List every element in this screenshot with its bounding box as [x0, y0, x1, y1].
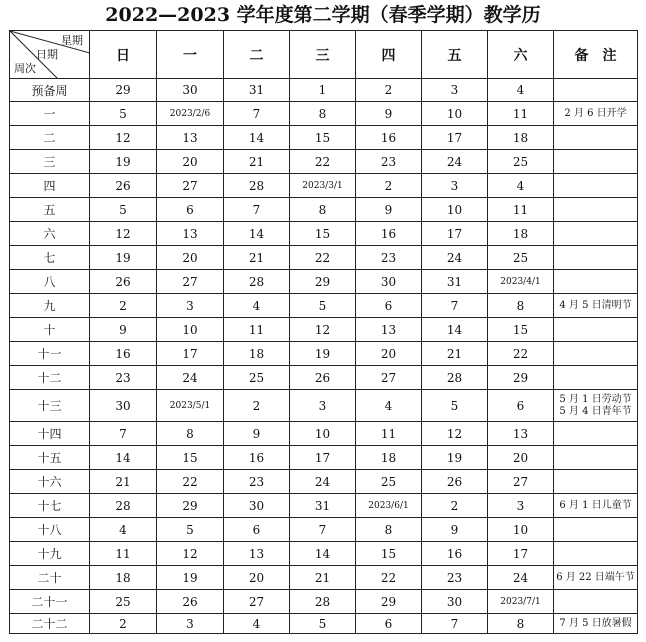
- header-friday: 五: [422, 31, 488, 79]
- table-row: [10, 198, 638, 222]
- date-cell: 15: [356, 542, 422, 566]
- date-cell: 28: [422, 366, 488, 390]
- note-cell: [554, 102, 638, 126]
- note-cell: [554, 198, 638, 222]
- note-cell: [554, 470, 638, 494]
- date-cell: 26: [290, 366, 356, 390]
- date-cell: 23: [356, 150, 422, 174]
- note-cell: [554, 590, 638, 614]
- date-cell: 28: [90, 494, 157, 518]
- week-cell: 十: [10, 318, 90, 342]
- date-cell: 7: [422, 294, 488, 318]
- date-cell: 4: [90, 518, 157, 542]
- week-cell: 九: [10, 294, 90, 318]
- week-cell: 二十: [10, 566, 90, 590]
- date-cell: 15: [488, 318, 554, 342]
- note-text: 4 月 5 日清明节: [559, 299, 632, 311]
- date-cell: 19: [90, 150, 157, 174]
- date-cell: 17: [422, 222, 488, 246]
- week-cell: 三: [10, 150, 90, 174]
- date-cell: 2023/2/6: [157, 102, 224, 126]
- note-text: 5 月 4 日青年节: [559, 405, 632, 417]
- date-cell: 22: [290, 246, 356, 270]
- date-cell: 27: [157, 174, 224, 198]
- table-row: [10, 470, 638, 494]
- date-cell: 29: [157, 494, 224, 518]
- date-cell: 25: [488, 246, 554, 270]
- date-cell: 2: [90, 614, 157, 634]
- date-cell: 12: [422, 422, 488, 446]
- date-cell: 6: [224, 518, 290, 542]
- date-cell: 23: [224, 470, 290, 494]
- date-cell: 18: [224, 342, 290, 366]
- date-cell: 21: [90, 470, 157, 494]
- date-cell: 8: [488, 294, 554, 318]
- date-cell: 26: [90, 174, 157, 198]
- table-row: [10, 174, 638, 198]
- note-cell: [554, 422, 638, 446]
- note-cell: [554, 390, 638, 422]
- table-row: [10, 566, 638, 590]
- date-cell: 16: [90, 342, 157, 366]
- note-text: 7 月 5 日放暑假: [559, 617, 632, 629]
- date-cell: 7: [224, 102, 290, 126]
- calendar-body: [10, 79, 638, 634]
- date-cell: 29: [356, 590, 422, 614]
- note-cell: [554, 318, 638, 342]
- date-cell: 7: [90, 422, 157, 446]
- date-cell: 28: [224, 174, 290, 198]
- date-cell: 6: [157, 198, 224, 222]
- date-cell: 24: [157, 366, 224, 390]
- date-cell: 31: [422, 270, 488, 294]
- date-cell: 26: [90, 270, 157, 294]
- date-cell: 27: [356, 366, 422, 390]
- date-cell: 26: [422, 470, 488, 494]
- date-cell: 17: [488, 542, 554, 566]
- date-cell: 2: [356, 79, 422, 102]
- week-cell: 二十一: [10, 590, 90, 614]
- date-cell: 23: [422, 566, 488, 590]
- date-cell: 10: [157, 318, 224, 342]
- header-wednesday: 三: [290, 31, 356, 79]
- date-cell: 18: [90, 566, 157, 590]
- date-cell: 7: [224, 198, 290, 222]
- date-cell: 14: [290, 542, 356, 566]
- week-cell: 五: [10, 198, 90, 222]
- date-cell: 16: [356, 222, 422, 246]
- date-cell: 20: [224, 566, 290, 590]
- date-cell: 22: [290, 150, 356, 174]
- date-cell: 26: [157, 590, 224, 614]
- date-cell: 9: [422, 518, 488, 542]
- note-cell: [554, 342, 638, 366]
- date-cell: 11: [488, 198, 554, 222]
- header-row: [10, 31, 638, 79]
- date-cell: 19: [422, 446, 488, 470]
- date-cell: 22: [488, 342, 554, 366]
- date-cell: 10: [422, 102, 488, 126]
- date-cell: 27: [157, 270, 224, 294]
- date-cell: 8: [356, 518, 422, 542]
- week-cell: 七: [10, 246, 90, 270]
- date-cell: 6: [488, 390, 554, 422]
- date-cell: 4: [488, 174, 554, 198]
- table-row: [10, 518, 638, 542]
- week-cell: 十五: [10, 446, 90, 470]
- date-cell: 29: [488, 366, 554, 390]
- date-cell: 3: [422, 174, 488, 198]
- note-cell: [554, 126, 638, 150]
- date-cell: 12: [157, 542, 224, 566]
- date-cell: 22: [356, 566, 422, 590]
- date-cell: 5: [422, 390, 488, 422]
- date-cell: 31: [224, 79, 290, 102]
- date-cell: 16: [224, 446, 290, 470]
- corner-label-week: 周次: [14, 62, 36, 75]
- date-cell: 12: [90, 126, 157, 150]
- table-row: [10, 542, 638, 566]
- date-cell: 2023/5/1: [157, 390, 224, 422]
- table-row: [10, 590, 638, 614]
- date-cell: 24: [422, 246, 488, 270]
- table-row: [10, 494, 638, 518]
- date-cell: 3: [157, 294, 224, 318]
- note-cell: [554, 270, 638, 294]
- table-row: [10, 366, 638, 390]
- date-cell: 29: [290, 270, 356, 294]
- date-cell: 20: [157, 246, 224, 270]
- date-cell: 5: [157, 518, 224, 542]
- table-row: [10, 222, 638, 246]
- week-cell: 六: [10, 222, 90, 246]
- date-cell: 20: [157, 150, 224, 174]
- date-cell: 12: [90, 222, 157, 246]
- date-cell: 6: [356, 294, 422, 318]
- date-cell: 8: [290, 102, 356, 126]
- header-saturday: 六: [488, 31, 554, 79]
- note-cell: [554, 494, 638, 518]
- corner-label-weekday: 星期: [61, 34, 83, 47]
- date-cell: 19: [90, 246, 157, 270]
- note-cell: [554, 366, 638, 390]
- date-cell: 13: [488, 422, 554, 446]
- date-cell: 17: [290, 446, 356, 470]
- note-cell: [554, 79, 638, 102]
- table-row: [10, 446, 638, 470]
- date-cell: 21: [290, 566, 356, 590]
- date-cell: 21: [224, 150, 290, 174]
- week-cell: 预备周: [10, 79, 90, 102]
- header-notes: 备 注: [554, 31, 638, 79]
- note-text: 5 月 1 日劳动节: [559, 393, 632, 405]
- date-cell: 19: [290, 342, 356, 366]
- date-cell: 5: [90, 102, 157, 126]
- date-cell: 14: [90, 446, 157, 470]
- date-cell: 10: [422, 198, 488, 222]
- note-text: 6 月 1 日儿童节: [559, 499, 632, 511]
- date-cell: 10: [290, 422, 356, 446]
- date-cell: 24: [422, 150, 488, 174]
- table-row: [10, 614, 638, 634]
- header-sunday: 日: [90, 31, 157, 79]
- date-cell: 14: [224, 222, 290, 246]
- note-cell: [554, 566, 638, 590]
- date-cell: 11: [90, 542, 157, 566]
- date-cell: 13: [224, 542, 290, 566]
- date-cell: 1: [290, 79, 356, 102]
- date-cell: 11: [356, 422, 422, 446]
- table-row: [10, 126, 638, 150]
- date-cell: 11: [488, 102, 554, 126]
- date-cell: 4: [224, 614, 290, 634]
- note-cell: [554, 294, 638, 318]
- date-cell: 5: [290, 614, 356, 634]
- date-cell: 2: [356, 174, 422, 198]
- date-cell: 5: [90, 198, 157, 222]
- date-cell: 23: [356, 246, 422, 270]
- date-cell: 7: [290, 518, 356, 542]
- corner-label-date: 日期: [36, 48, 58, 61]
- date-cell: 15: [290, 222, 356, 246]
- date-cell: 31: [290, 494, 356, 518]
- date-cell: 14: [224, 126, 290, 150]
- teaching-calendar-table: [9, 30, 638, 634]
- corner-cell: [10, 31, 90, 79]
- date-cell: 9: [224, 422, 290, 446]
- date-cell: 10: [488, 518, 554, 542]
- date-cell: 23: [90, 366, 157, 390]
- date-cell: 14: [422, 318, 488, 342]
- note-cell: [554, 246, 638, 270]
- week-cell: 二: [10, 126, 90, 150]
- table-row: [10, 150, 638, 174]
- note-text: 6 月 22 日端午节: [556, 571, 635, 583]
- header-tuesday: 二: [224, 31, 290, 79]
- table-row: [10, 342, 638, 366]
- note-cell: [554, 614, 638, 634]
- note-cell: [554, 174, 638, 198]
- date-cell: 25: [488, 150, 554, 174]
- week-cell: 二十二: [10, 614, 90, 634]
- date-cell: 21: [224, 246, 290, 270]
- date-cell: 3: [290, 390, 356, 422]
- date-cell: 4: [356, 390, 422, 422]
- week-cell: 十七: [10, 494, 90, 518]
- week-cell: 十八: [10, 518, 90, 542]
- week-cell: 十四: [10, 422, 90, 446]
- date-cell: 4: [224, 294, 290, 318]
- date-cell: 24: [488, 566, 554, 590]
- date-cell: 18: [488, 126, 554, 150]
- date-cell: 24: [290, 470, 356, 494]
- week-cell: 八: [10, 270, 90, 294]
- date-cell: 2023/6/1: [356, 494, 422, 518]
- date-cell: 17: [422, 126, 488, 150]
- date-cell: 30: [157, 79, 224, 102]
- date-cell: 8: [488, 614, 554, 634]
- date-cell: 3: [157, 614, 224, 634]
- table-row: [10, 79, 638, 102]
- date-cell: 7: [422, 614, 488, 634]
- date-cell: 19: [157, 566, 224, 590]
- date-cell: 2023/4/1: [488, 270, 554, 294]
- date-cell: 9: [90, 318, 157, 342]
- date-cell: 2: [224, 390, 290, 422]
- date-cell: 2023/3/1: [290, 174, 356, 198]
- page-title: 2022—2023 学年度第二学期（春季学期）教学历: [105, 4, 541, 26]
- date-cell: 9: [356, 198, 422, 222]
- date-cell: 20: [356, 342, 422, 366]
- note-cell: [554, 150, 638, 174]
- week-cell: 十一: [10, 342, 90, 366]
- date-cell: 13: [157, 222, 224, 246]
- week-cell: 十六: [10, 470, 90, 494]
- date-cell: 21: [422, 342, 488, 366]
- date-cell: 18: [356, 446, 422, 470]
- table-row: [10, 102, 638, 126]
- date-cell: 2: [422, 494, 488, 518]
- date-cell: 8: [290, 198, 356, 222]
- date-cell: 25: [90, 590, 157, 614]
- date-cell: 25: [224, 366, 290, 390]
- date-cell: 25: [356, 470, 422, 494]
- date-cell: 28: [290, 590, 356, 614]
- date-cell: 3: [422, 79, 488, 102]
- date-cell: 22: [157, 470, 224, 494]
- date-cell: 30: [422, 590, 488, 614]
- date-cell: 15: [290, 126, 356, 150]
- table-row: [10, 294, 638, 318]
- note-text: 2 月 6 日开学: [564, 107, 627, 119]
- week-cell: 一: [10, 102, 90, 126]
- note-cell: [554, 446, 638, 470]
- table-row: [10, 246, 638, 270]
- date-cell: 27: [224, 590, 290, 614]
- note-cell: [554, 518, 638, 542]
- date-cell: 17: [157, 342, 224, 366]
- date-cell: 27: [488, 470, 554, 494]
- date-cell: 16: [356, 126, 422, 150]
- week-cell: 四: [10, 174, 90, 198]
- table-row: [10, 270, 638, 294]
- week-cell: 十三: [10, 390, 90, 422]
- date-cell: 16: [422, 542, 488, 566]
- date-cell: 29: [90, 79, 157, 102]
- date-cell: 4: [488, 79, 554, 102]
- week-cell: 十二: [10, 366, 90, 390]
- table-row: [10, 318, 638, 342]
- date-cell: 11: [224, 318, 290, 342]
- date-cell: 13: [157, 126, 224, 150]
- note-cell: [554, 542, 638, 566]
- date-cell: 5: [290, 294, 356, 318]
- date-cell: 8: [157, 422, 224, 446]
- date-cell: 2: [90, 294, 157, 318]
- date-cell: 30: [356, 270, 422, 294]
- date-cell: 30: [224, 494, 290, 518]
- table-row: [10, 422, 638, 446]
- date-cell: 28: [224, 270, 290, 294]
- date-cell: 2023/7/1: [488, 590, 554, 614]
- note-cell: [554, 222, 638, 246]
- date-cell: 13: [356, 318, 422, 342]
- date-cell: 15: [157, 446, 224, 470]
- date-cell: 20: [488, 446, 554, 470]
- date-cell: 30: [90, 390, 157, 422]
- date-cell: 3: [488, 494, 554, 518]
- date-cell: 12: [290, 318, 356, 342]
- week-cell: 十九: [10, 542, 90, 566]
- date-cell: 9: [356, 102, 422, 126]
- header-thursday: 四: [356, 31, 422, 79]
- date-cell: 6: [356, 614, 422, 634]
- date-cell: 18: [488, 222, 554, 246]
- header-monday: 一: [157, 31, 224, 79]
- table-row: [10, 390, 638, 422]
